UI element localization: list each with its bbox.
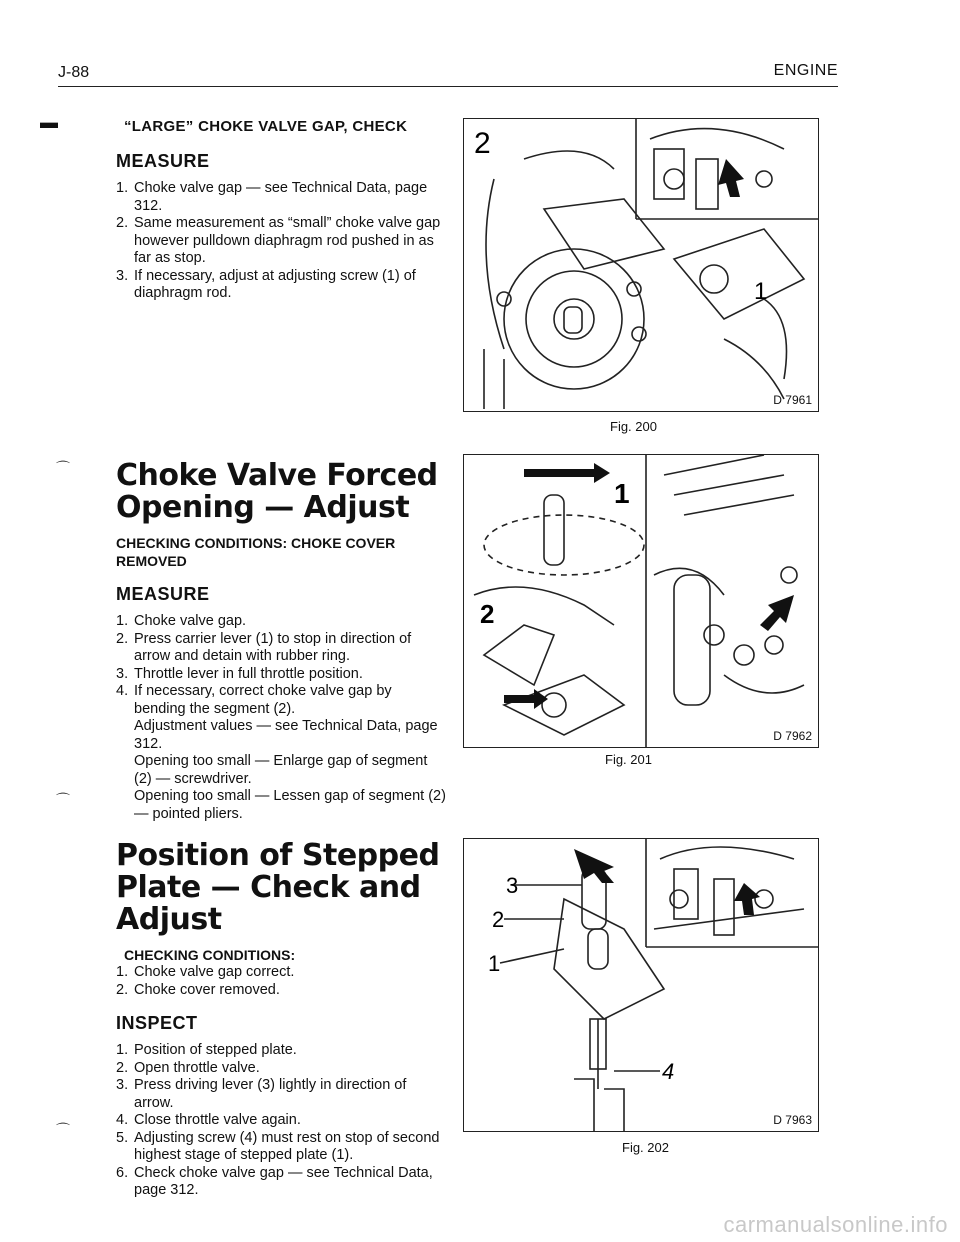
list-item: 1. Choke valve gap — see Technical Data, page 312.	[116, 180, 428, 214]
arrow-icon	[524, 463, 610, 483]
figure-caption: Fig. 201	[605, 752, 652, 767]
arrow-icon	[734, 883, 760, 915]
list-item: Adjustment values — see Technical Data, page 312.	[134, 718, 438, 752]
conditions-list	[116, 964, 446, 999]
carburetor-illustration	[464, 119, 818, 411]
arrow-icon	[760, 595, 794, 631]
section-subheading: MEASURE	[116, 584, 210, 604]
carburetor-illustration	[464, 455, 818, 747]
figure-label: 3	[506, 873, 519, 898]
figure-code: D 7963	[773, 1113, 812, 1127]
figure-label: 2	[480, 599, 495, 629]
list-item: 6. Check choke valve gap — see Technical Data, page 312.	[116, 1164, 433, 1198]
list-item: 1. Choke valve gap.	[116, 613, 247, 629]
figure-label: 2	[474, 127, 491, 160]
list-item: Opening too small — Enlarge gap of segment (2) — screwdriver.	[134, 753, 428, 787]
figure-label: 4	[662, 1059, 675, 1084]
section-stepped-plate	[116, 840, 446, 1200]
list-item: 2. Choke cover removed.	[116, 981, 280, 998]
section-title: Choke Valve Forced	[116, 458, 438, 493]
list-item: 5. Adjusting screw (4) must rest on stop of second highest stage of stepped plate (1).	[116, 1129, 440, 1163]
list-item: 2. Open throttle valve.	[116, 1059, 260, 1076]
margin-mark: ⌒	[56, 460, 70, 476]
margin-mark: ⌒	[56, 1122, 70, 1138]
figure-201	[463, 454, 819, 748]
section-title: Position of Stepped	[116, 838, 440, 873]
list-item: 3. Press driving lever (3) lightly in direction of arrow.	[116, 1077, 407, 1111]
section-title-line2: Opening — Adjust	[116, 490, 410, 525]
figure-200	[463, 118, 819, 412]
arrow-icon	[574, 849, 614, 883]
list-item: 3. Throttle lever in full throttle position.	[116, 665, 363, 682]
page-number: J-88	[58, 64, 90, 81]
figure-label: 1	[614, 478, 630, 509]
list-item: 4. Close throttle valve again.	[116, 1112, 301, 1128]
figure-caption: Fig. 202	[622, 1140, 669, 1155]
section-choke-forced-opening	[116, 460, 446, 823]
checking-conditions-label: CHECKING CONDITIONS:	[124, 947, 296, 963]
section-subheading: MEASURE	[116, 151, 210, 171]
figure-202	[463, 838, 819, 1132]
list-item: 3. If necessary, adjust at adjusting screw (1) of diaphragm rod.	[116, 267, 416, 301]
figure-code: D 7961	[773, 393, 812, 407]
list-item: 1. Choke valve gap correct.	[116, 964, 295, 980]
step-list	[116, 1042, 446, 1200]
page-header	[58, 60, 838, 87]
section-title-line2: Plate — Check and Adjust	[116, 870, 421, 937]
step-list	[116, 613, 446, 823]
section-large-choke-gap	[116, 118, 446, 303]
list-item: 4. If necessary, correct choke valve gap by bending the segment (2).	[116, 683, 392, 717]
section-subheading: INSPECT	[116, 1013, 198, 1033]
list-item: 2. Press carrier lever (1) to stop in direction of arrow and detain with rubber ring.	[116, 630, 412, 664]
list-item: 2. Same measurement as “small” choke valve gap however pulldown diaphragm rod pushed in as far as stop.	[116, 215, 441, 266]
margin-mark: ▬	[40, 112, 58, 132]
step-list	[116, 180, 446, 303]
list-item: 1. Position of stepped plate.	[116, 1042, 297, 1058]
arrow-icon	[718, 159, 744, 197]
figure-label: 1	[754, 278, 768, 305]
checking-conditions: CHECKING CONDITIONS: CHOKE COVER REMOVED	[116, 535, 396, 569]
carburetor-illustration	[464, 839, 818, 1131]
figure-code: D 7962	[773, 729, 812, 743]
section-name: ENGINE	[773, 62, 838, 79]
margin-mark: ⌒	[56, 792, 70, 808]
section-title: “LARGE” CHOKE VALVE GAP, CHECK	[124, 118, 408, 135]
list-item: Opening too small — Lessen gap of segment (2) — pointed pliers.	[134, 788, 446, 822]
watermark: carmanualsonline.info	[723, 1212, 948, 1237]
figure-caption: Fig. 200	[610, 419, 657, 434]
figure-label: 1	[488, 951, 501, 976]
figure-label: 2	[492, 907, 505, 932]
